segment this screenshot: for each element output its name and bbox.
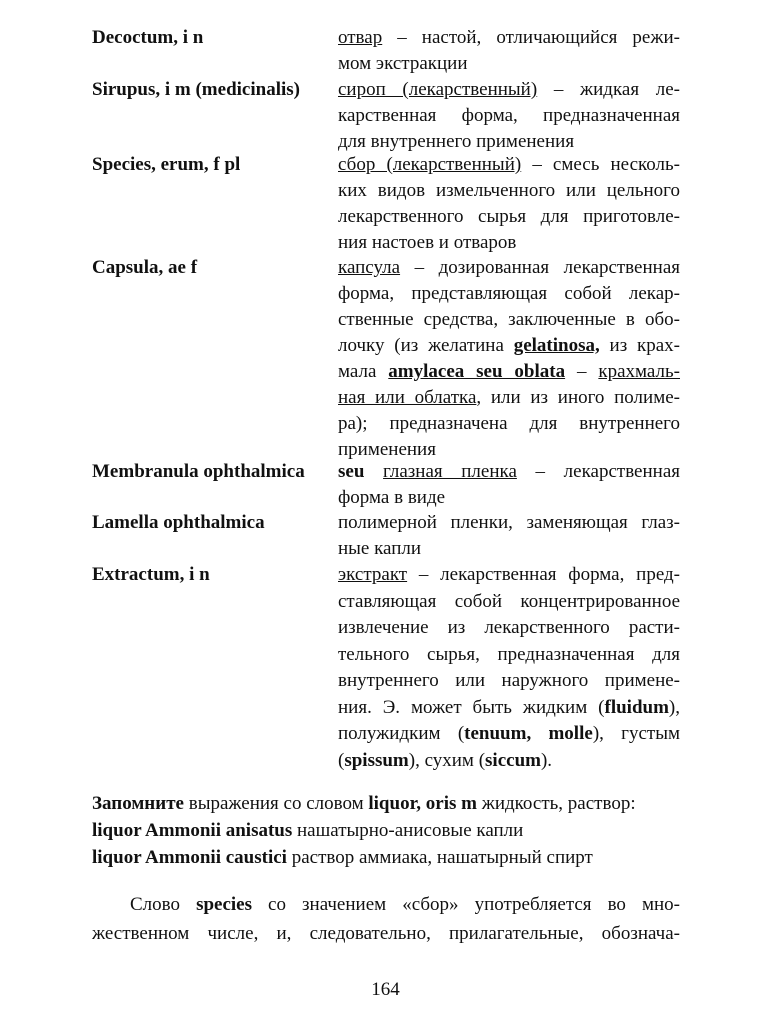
entry-definition: капсула – дозированная лекарственная форма, представляющая собой лекар- ственные средства, заключенные в обо- лочку (из желатина gelatinosa, из крах- мала amylacea seu oblata – крахмаль- ная или облатка, или из иного полиме- ра); предназначена для внутреннего применения <box>338 257 680 460</box>
entry-term: Membranula ophthalmica <box>92 461 305 482</box>
underlined-term: отвар <box>338 27 383 48</box>
entry-definition: сироп (лекарственный) – жидкая ле- карственная форма, предназначенная для внутреннего применения <box>338 79 680 152</box>
remember-block <box>92 790 692 871</box>
entry-definition: сбор (лекарственный) – смесь несколь- ких видов измельченного или цельного лекарственного сырья для приготовле- ния настоев и отваров <box>338 154 681 253</box>
underlined-term: капсула <box>338 257 401 278</box>
latin-term: siccum <box>485 749 541 771</box>
body-paragraph: Слово species со значением «сбор» употребляется во мно- жественном числе, и, следовательно, прилагательные, обознача- <box>92 894 681 944</box>
latin-term: spissum <box>344 749 409 771</box>
entry-definition: полимерной пленки, заменяющая глаз- ные капли <box>338 512 680 559</box>
page-number: 164 <box>371 979 400 1000</box>
entry-term: Extractum, i n <box>92 564 210 585</box>
latin-term: amylacea seu oblata <box>388 361 566 382</box>
entry-definition: seu глазная пленка – лекарственная форма в виде <box>338 461 681 508</box>
latin-term: tenuum, molle <box>464 723 593 744</box>
underlined-term: крахмаль- <box>598 361 680 382</box>
entry-definition: экстракт – лекарственная форма, пред- ставляющая собой концентрированное извлечение из лекарственного расти- тельного сырья, предназначенная для внутреннего или наружного примене- ния. Э. может быть жидким (fluidum), полужидким (tenuum, molle), густым (spissum), сухим (siccum). <box>338 564 680 771</box>
entry-term: Decoctum, i n <box>92 27 204 48</box>
latin-term: seu <box>338 461 365 482</box>
remember-item: liquor Ammonii caustici раствор аммиака, нашатырный спирт <box>92 847 593 868</box>
entry-term: Capsula, ae f <box>92 257 198 278</box>
underlined-term: глазная пленка <box>383 461 517 482</box>
entry-term: Species, erum, f pl <box>92 154 241 175</box>
underlined-term: сироп (лекарственный) <box>338 79 538 100</box>
remember-item: liquor Ammonii anisatus нашатырно-анисовые капли <box>92 820 524 841</box>
underlined-term: ная или облатка <box>338 387 477 408</box>
entry-definition: отвар – настой, отличающийся режи- мом экстракции <box>338 27 680 74</box>
underlined-term: сбор (лекарственный) <box>338 154 522 175</box>
entry-term: Sirupus, i m (medicinalis) <box>92 79 300 100</box>
latin-term: fluidum <box>604 696 669 718</box>
latin-term: gelatinosa, <box>513 335 600 356</box>
entry-term: Lamella ophthalmica <box>92 512 265 533</box>
remember-intro: Запомните выражения со словом liquor, oris m жидкость, раствор: <box>92 793 636 814</box>
underlined-term: экстракт <box>338 564 408 585</box>
